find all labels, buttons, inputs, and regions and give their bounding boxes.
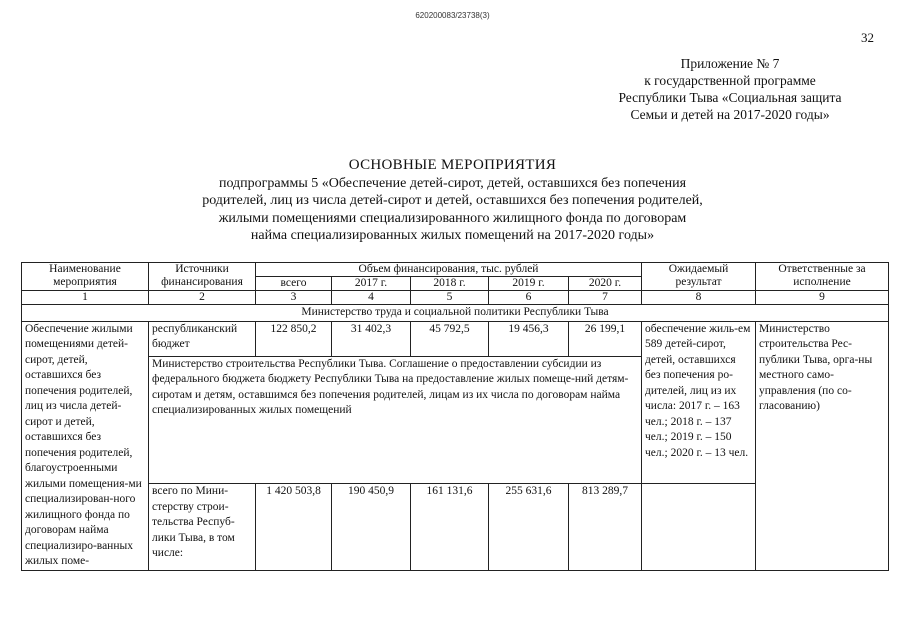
expected-result: обеспечение жиль-ем 589 детей-сирот, детей, оставшихся без попечения ро-дителей, лиц из их числа: 2017 г. – 163 чел.; 2018 г. – 137 чел.; 2019 г. – 150 чел.; 2020 г. – 13 чел. [642,321,756,484]
row1-total: 122 850,2 [256,321,332,356]
heading-line: подпрограммы 5 «Обеспечение детей-сирот, детей, оставшихся без попечения [218,175,687,191]
row2-result-empty [642,484,756,570]
heading-line: родителей, лиц из числа детей-сирот и детей, оставшихся без попечения родителей, [202,193,703,209]
header-2020: 2020 г. [569,277,642,291]
row2-total: 1 420 503,8 [256,484,332,570]
row2-2017: 190 450,9 [332,484,411,570]
row1-2020: 26 199,1 [569,321,642,356]
header-total: всего [256,277,332,291]
col-number: 4 [332,291,411,305]
ministry-note: Министерство строительства Республики Тыва. Соглашение о предоставлении субсидии из федерального бюджета бюджету Республики Тыва на предоставление жилых помеще-ний детям-сиротам и детям, оставшимся без попечения родителей, лицам из их числа по договорам найма специализированных жилых помещений [149,356,642,484]
measures-table [21,262,889,571]
page-number: 32 [861,30,874,45]
row1-2018: 45 792,5 [411,321,489,356]
row2-2018: 161 131,6 [411,484,489,570]
header-funding: Объем финансирования, тыс. рублей [256,263,642,277]
col-number: 7 [569,291,642,305]
header-2017: 2017 г. [332,277,411,291]
column-number-row [22,291,889,305]
document-heading [0,157,905,245]
row2-2020: 813 289,7 [569,484,642,570]
appendix-block [540,55,905,123]
row1-source: республиканский бюджет [149,321,256,356]
document-code: 620200083/23738(3) [415,11,490,20]
heading-line: найма специализированных жилых помещений на 2017-2020 годы» [250,228,655,244]
header-sources: Источники финансирования [149,263,256,291]
heading-line: жилыми помещениями специализированного жилищного фонда по договорам [218,210,687,226]
appendix-line: Приложение № 7 [680,56,780,71]
appendix-line: Семьи и детей на 2017-2020 годы» [630,107,830,122]
col-number: 3 [256,291,332,305]
section-row [22,305,889,322]
col-number: 6 [489,291,569,305]
table-row [22,321,889,356]
responsible-executors: Министерство строительства Рес-публики Тыва, орга-ны местного само-управления (по со-гласованию) [756,321,889,570]
header-responsible: Ответственные за исполнение [756,263,889,291]
section-title: Министерство труда и социальной политики Республики Тыва [22,305,889,322]
row1-2017: 31 402,3 [332,321,411,356]
row1-2019: 19 456,3 [489,321,569,356]
row2-2019: 255 631,6 [489,484,569,570]
col-number: 8 [642,291,756,305]
col-number: 5 [411,291,489,305]
appendix-line: Республики Тыва «Социальная защита [618,90,842,105]
appendix-line: к государственной программе [644,73,816,88]
header-2018: 2018 г. [411,277,489,291]
col-number: 9 [756,291,889,305]
heading-title: ОСНОВНЫЕ МЕРОПРИЯТИЯ [348,157,557,173]
header-2019: 2019 г. [489,277,569,291]
col-number: 2 [149,291,256,305]
header-name: Наименование мероприятия [22,263,149,291]
header-row [22,263,889,277]
col-number: 1 [22,291,149,305]
measure-name: Обеспечение жилыми помещениями детей-сирот, детей, оставшихся без попечения родителей, лиц из числа детей-сирот и детей, оставшихся без попечения родителей, благоустроенными жилыми помещения-ми специализирован-ного жилищного фонда по договорам найма специализиро-ванных жилых поме- [22,321,149,570]
header-result: Ожидаемый результат [642,263,756,291]
row2-source: всего по Мини-стерству строи-тельства Респуб-лики Тыва, в том числе: [149,484,256,570]
